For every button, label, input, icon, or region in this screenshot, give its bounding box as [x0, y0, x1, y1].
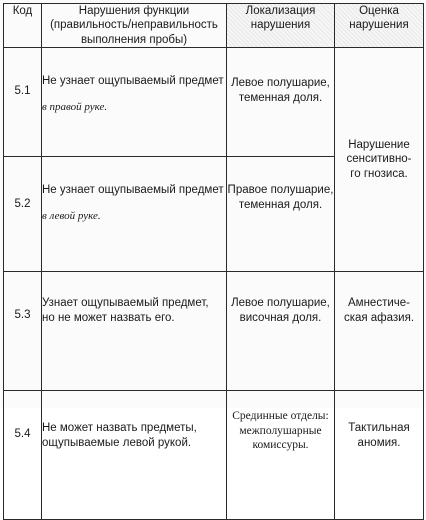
header-localization-line1: Локализация	[245, 5, 316, 17]
cell-evaluation-merged	[335, 48, 424, 272]
localization-text-line1: Левое полушарие,	[231, 297, 330, 310]
function-text-line1: Не может назвать предметы,	[42, 422, 197, 435]
cell-localization	[227, 48, 335, 157]
cell-function	[42, 157, 227, 272]
function-text-line2: ощупываемые левой рукой.	[42, 436, 192, 449]
cell-localization	[227, 272, 335, 391]
table-row	[4, 272, 424, 391]
evaluation-text-line3: го гнозиса.	[350, 167, 408, 180]
cell-localization	[227, 157, 335, 272]
header-evaluation-line2: нарушения	[349, 19, 409, 32]
header-code-text: Код	[12, 5, 33, 17]
cell-evaluation	[335, 391, 424, 520]
cell-code: 5.4	[4, 391, 42, 520]
header-row	[4, 4, 424, 48]
localization-text-line2: теменная доля.	[238, 91, 323, 104]
cell-evaluation	[335, 272, 424, 391]
header-evaluation	[335, 4, 424, 48]
function-text-line2: в правой руке.	[42, 100, 108, 113]
cell-code: 5.2	[4, 157, 42, 272]
localization-text-line2: теменная доля.	[238, 198, 323, 211]
function-text-line1: Не узнает ощупываемый предмет	[42, 184, 224, 197]
evaluation-text-line2: сенситивно-	[346, 153, 412, 166]
table-header	[4, 4, 424, 48]
localization-text-line1: Левое полушарие,	[231, 77, 330, 90]
header-function-line2: (правильность/неправильность	[50, 19, 218, 32]
header-localization-line2: нарушения	[250, 19, 311, 32]
table-row	[4, 391, 424, 520]
cell-function	[42, 272, 227, 391]
cell-code: 5.1	[4, 48, 42, 157]
evaluation-text-line1: Амнестиче-	[348, 297, 410, 310]
cell-code: 5.3	[4, 272, 42, 391]
header-function-line3: выполнения пробы)	[80, 33, 188, 46]
header-code	[4, 4, 42, 48]
function-text-line2: в левой руке.	[42, 209, 101, 222]
evaluation-text-line2: ская афазия.	[343, 311, 415, 324]
table-body	[4, 48, 424, 520]
cell-function	[42, 391, 227, 520]
evaluation-text-line2: аномия.	[357, 436, 401, 449]
localization-text-line2: межполушарные	[239, 424, 322, 437]
cell-function	[42, 48, 227, 157]
function-text-line2: но не может назвать его.	[42, 311, 175, 324]
localization-text-line3: комиссуры.	[252, 438, 309, 451]
evaluation-text-line1: Тактильная	[348, 422, 410, 435]
function-text-line1: Не узнает ощупываемый предмет	[42, 75, 224, 88]
header-localization	[227, 4, 335, 48]
cell-localization	[227, 391, 335, 520]
localization-text-line1: Срединные отделы:	[232, 410, 329, 423]
function-text-line1: Узнает ощупываемый предмет,	[42, 297, 209, 310]
localization-text-line2: височная доля.	[239, 311, 322, 324]
header-function-line1: Нарушения функции	[78, 5, 190, 17]
localization-text-line1: Правое полушарие,	[227, 184, 334, 197]
assessment-table	[3, 3, 424, 520]
table-row	[4, 48, 424, 157]
header-evaluation-line1: Оценка	[359, 5, 399, 17]
header-function	[42, 4, 227, 48]
evaluation-text-line1: Нарушение	[348, 139, 410, 152]
